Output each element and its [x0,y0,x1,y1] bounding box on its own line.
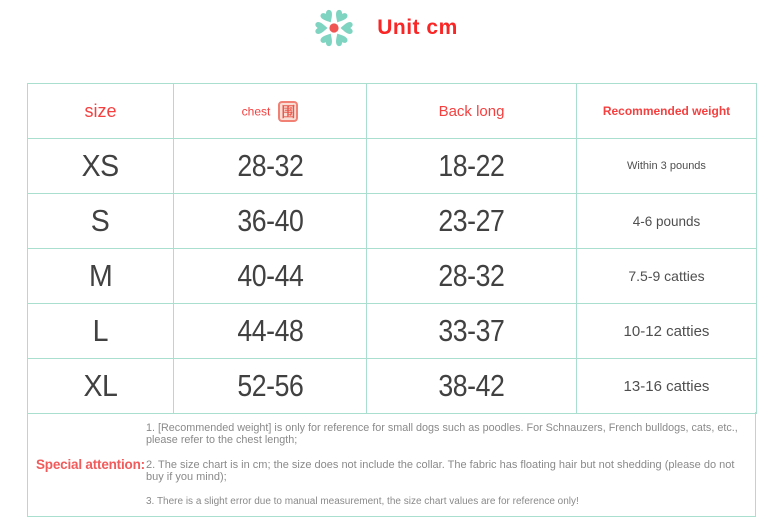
page-header [0,6,773,50]
cell-weight: 4-6 pounds [577,194,757,249]
back-long-value: 33-37 [438,313,505,348]
back-long-value: 38-42 [438,368,505,403]
chest-stamp-icon: 围 [278,101,298,122]
col-header-back-long: Back long [367,84,577,139]
cell-weight: 10-12 catties [577,304,757,359]
page-title: Unit cm [377,16,458,39]
special-attention-section [27,412,756,517]
cell-size [28,249,174,304]
cell-weight: 7.5-9 catties [577,249,757,304]
size-value: L [92,313,109,348]
cell-weight: 13-16 catties [577,359,757,414]
size-value: XL [83,368,118,403]
cell-weight: Within 3 pounds [577,139,757,194]
chest-value: 36-40 [236,203,304,238]
back-long-value: 23-27 [438,203,505,238]
cell-back-long [367,194,577,249]
cell-size [28,194,174,249]
cell-back-long [367,359,577,414]
cell-chest [174,139,367,194]
cell-size [28,304,174,359]
note-item-2: 2. The size chart is in cm; the size does not include the collar. The fabric has floating hair but not shedding (please do not buy if you mind); [146,458,735,483]
chest-value: 40-44 [236,258,304,293]
cell-chest [174,194,367,249]
note-item-3: 3. There is a slight error due to manual measurement, the size chart values are for reference only! [146,495,579,507]
cell-size [28,359,174,414]
chest-value: 44-48 [236,313,304,348]
col-header-chest [174,84,367,139]
cell-chest [174,249,367,304]
cell-chest [174,304,367,359]
back-long-value: 18-22 [438,148,505,183]
col-header-size: size [28,84,174,139]
chest-value: 52-56 [236,368,304,403]
col-header-recommended-weight: Recommended weight [577,84,757,139]
note-item-1: 1. [Recommended weight] is only for reference for small dogs such as poodles. For Schnauzers, French bulldogs, cats, etc., please refer to the chest length; [146,421,738,446]
cell-back-long [367,249,577,304]
chest-value: 28-32 [236,148,304,183]
back-long-value: 28-32 [438,258,505,293]
cell-chest [174,359,367,414]
notes-list [146,412,755,516]
special-attention-label: Special attention: [36,456,145,472]
table-header-row [28,84,757,139]
table-row-xs [28,139,757,194]
cell-back-long [367,139,577,194]
col-header-chest-label: chest [241,104,271,118]
size-table [27,83,757,414]
table-row-l [28,304,757,359]
table-row-m [28,249,757,304]
table-row-xl [28,359,757,414]
size-value: S [91,203,110,238]
cell-back-long [367,304,577,359]
size-value: M [88,258,113,293]
size-value: XS [81,148,120,183]
flower-icon [315,8,353,48]
table-row-s [28,194,757,249]
cell-size [28,139,174,194]
